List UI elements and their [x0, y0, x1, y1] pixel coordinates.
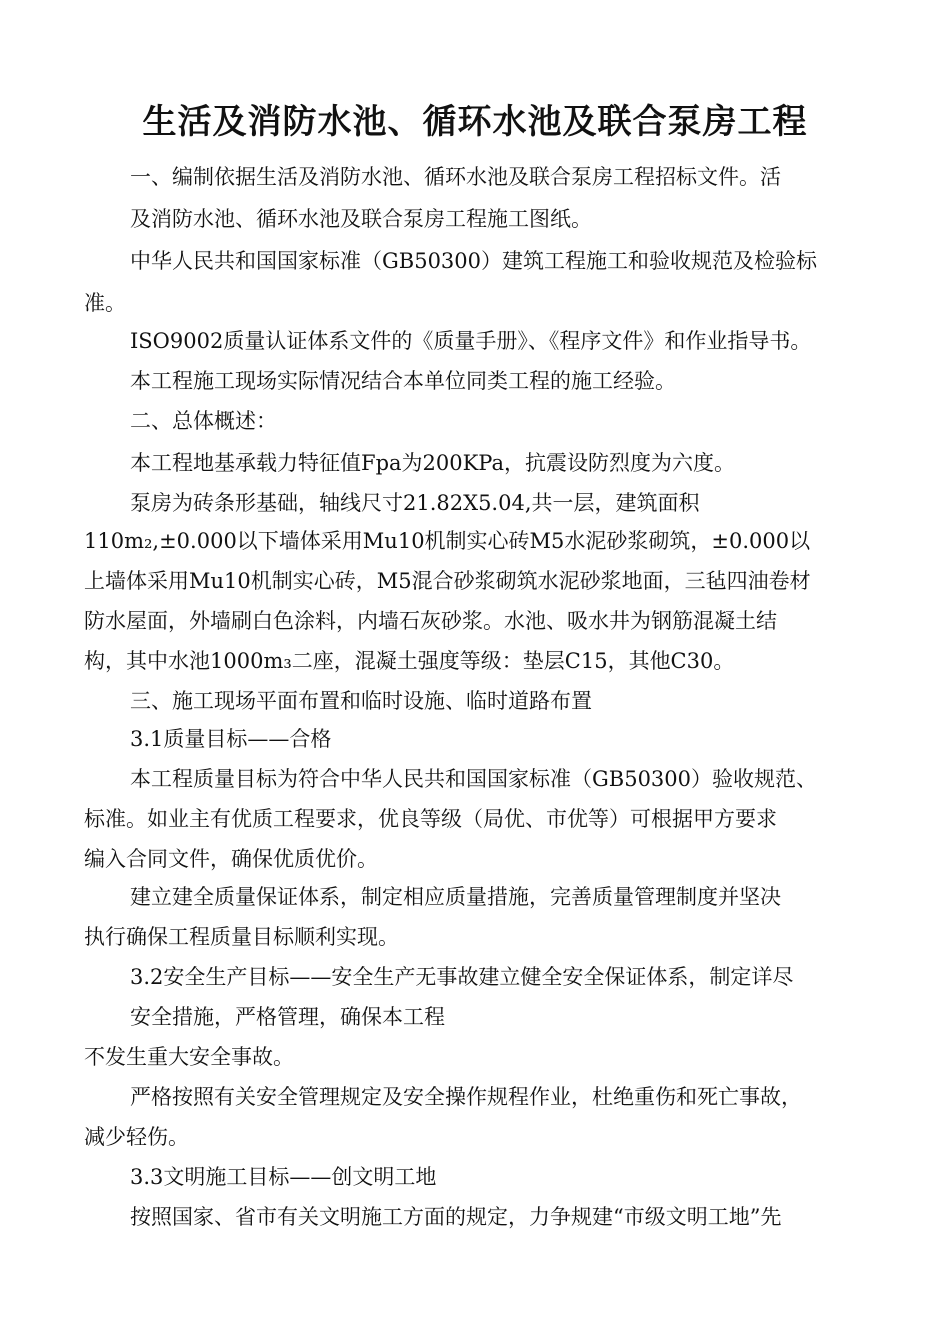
body-line: 本工程地基承载力特征值Fpa为200KPa，抗震设防烈度为六度。	[130, 451, 736, 475]
body-line: 执行确保工程质量目标顺利实现。	[84, 925, 399, 949]
body-line: 严格按照有关安全管理规定及安全操作规程作业，杜绝重伤和死亡事故，	[130, 1085, 802, 1109]
body-line: 构，其中水池1000m₃二座，混凝土强度等级：垫层C15，其他C30。	[84, 649, 735, 673]
body-line: 编入合同文件，确保优质优价。	[84, 847, 378, 871]
body-line: ISO9002质量认证体系文件的《质量手册》、《程序文件》和作业指导书。	[130, 329, 812, 353]
body-line: 三、施工现场平面布置和临时设施、临时道路布置	[130, 689, 592, 713]
document-title: 生活及消防水池、循环水池及联合泵房工程	[142, 102, 808, 142]
body-line: 准。	[84, 291, 126, 315]
body-line: 3.3文明施工目标——创文明工地	[130, 1165, 437, 1189]
body-line: 减少轻伤。	[84, 1125, 189, 1149]
body-line: 防水屋面，外墙刷白色涂料，内墙石灰砂浆。水池、吸水井为钢筋混凝土结	[84, 609, 777, 633]
body-line: 建立建全质量保证体系，制定相应质量措施，完善质量管理制度并坚决	[130, 885, 781, 909]
body-line: 按照国家、省市有关文明施工方面的规定，力争规建“市级文明工地”先	[130, 1205, 782, 1229]
body-line: 3.1质量目标——合格	[130, 727, 332, 751]
body-line: 泵房为砖条形基础，轴线尺寸21.82X5.04,共一层，建筑面积	[130, 491, 700, 515]
body-line: 本工程施工现场实际情况结合本单位同类工程的施工经验。	[130, 369, 676, 393]
body-line: 一、编制依据生活及消防水池、循环水池及联合泵房工程招标文件。活	[130, 165, 781, 189]
body-line: 二、总体概述：	[130, 409, 277, 433]
body-line: 110m₂,±0.000以下墙体采用Mu10机制实心砖M5水泥砂浆砌筑，±0.000以	[84, 529, 811, 553]
body-line: 不发生重大安全事故。	[84, 1045, 294, 1069]
body-line: 本工程质量目标为符合中华人民共和国国家标准（GB50300）验收规范、	[130, 767, 818, 791]
body-line: 3.2安全生产目标——安全生产无事故建立健全安全保证体系，制定详尽	[130, 965, 794, 989]
body-line: 中华人民共和国国家标准（GB50300）建筑工程施工和验收规范及检验标	[130, 249, 818, 273]
body-line: 标准。如业主有优质工程要求，优良等级（局优、市优等）可根据甲方要求	[84, 807, 777, 831]
body-line: 安全措施，严格管理，确保本工程	[130, 1005, 445, 1029]
body-line: 上墙体采用Mu10机制实心砖，M5混合砂浆砌筑水泥砂浆地面，三毡四油卷材	[84, 569, 811, 593]
body-line: 及消防水池、循环水池及联合泵房工程施工图纸。	[130, 207, 592, 231]
